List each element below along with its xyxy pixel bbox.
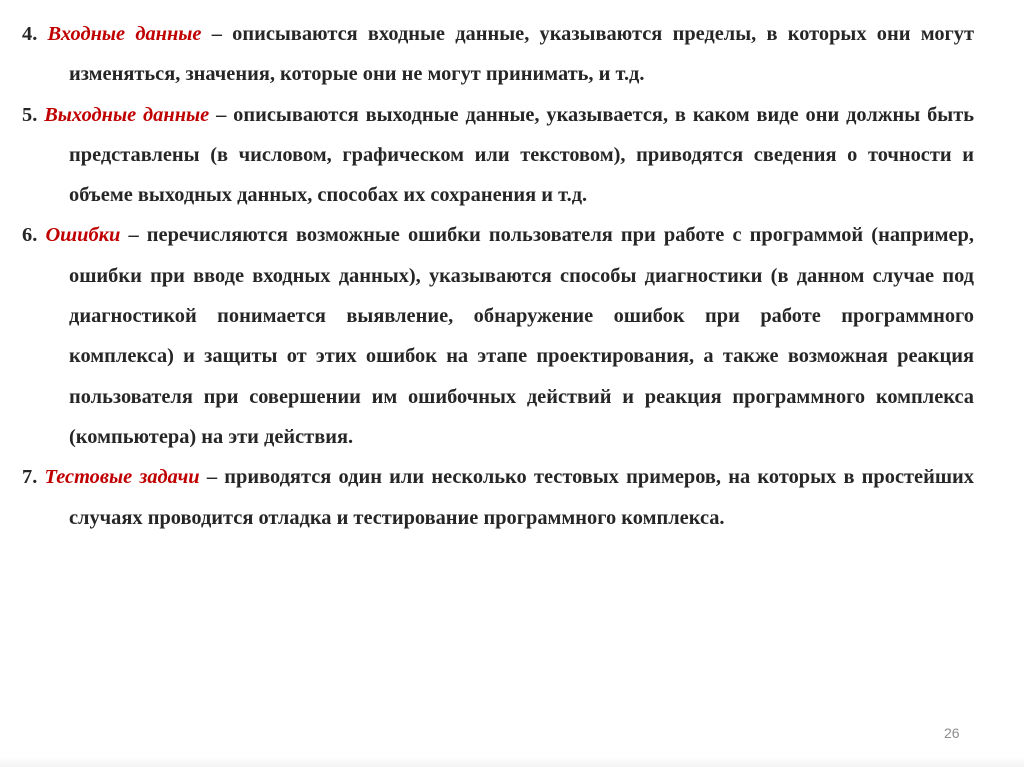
list-item-test-tasks bbox=[22, 457, 974, 538]
item-description: – приводятся один или несколько тестовых примеров, на которых в простейших случаях проводится отладка и тестирование программного комплекса. bbox=[69, 466, 974, 529]
slide-body bbox=[22, 14, 974, 538]
list-item-output-data bbox=[22, 95, 974, 216]
slide-bottom-edge bbox=[0, 757, 1024, 767]
item-number: 7. bbox=[22, 466, 38, 489]
item-term: Входные данные bbox=[47, 23, 202, 45]
item-description: – перечисляются возможные ошибки пользователя при работе с программой (например, ошибки при вводе входных данных), указываются способы диагностики (в данном случае под диагностикой понимается выявление, обнаружение ошибок при работе программного комплекса) и защиты от этих ошибок на этапе проектирования, а также возможная реакция пользователя при совершении им ошибочных действий и реакция программного комплекса (компьютера) на эти действия. bbox=[69, 224, 974, 448]
item-number: 6. bbox=[22, 224, 38, 247]
item-description: – описываются входные данные, указываются пределы, в которых они могут изменяться, значения, которые они не могут принимать, и т.д. bbox=[69, 23, 974, 86]
item-term: Выходные данные bbox=[44, 103, 210, 126]
item-term: Ошибки bbox=[45, 224, 121, 247]
list-item-input-data bbox=[22, 14, 974, 95]
slide-number: 26 bbox=[944, 725, 960, 741]
list-item-errors bbox=[22, 215, 974, 457]
item-number: 4. bbox=[22, 23, 38, 45]
item-term: Тестовые задачи bbox=[44, 466, 200, 489]
item-description: – описываются выходные данные, указывается, в каком виде они должны быть представлены (в числовом, графическом или текстовом), приводятся сведения о точности и объеме выходных данных, способах их сохранения и т.д. bbox=[69, 103, 975, 207]
item-number: 5. bbox=[22, 103, 38, 126]
